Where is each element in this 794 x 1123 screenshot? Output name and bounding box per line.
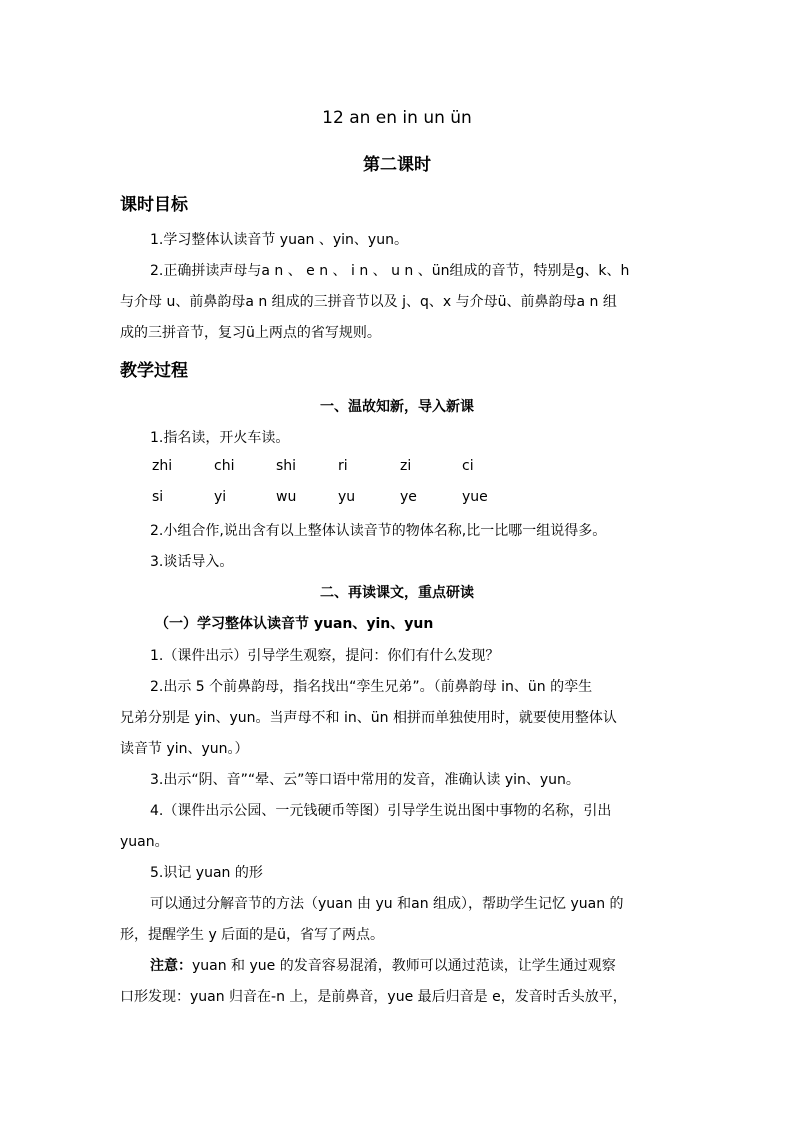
note-line-1	[150, 955, 616, 975]
syllable: zi	[400, 458, 412, 474]
section-1-heading: 一、温故知新，导入新课	[320, 399, 474, 415]
syllable: chi	[214, 458, 235, 474]
syllable: shi	[276, 458, 297, 474]
section-1-item-2: 2.小组合作,说出含有以上整体认读音节的物体名称,比一比哪一组说得多。	[150, 523, 607, 539]
goal-item-2-line-3: 成的三拼音节，复习ü上两点的省写规则。	[120, 325, 381, 341]
syllable: yu	[338, 489, 356, 505]
section-1-item-1: 1.指名读，开火车读。	[150, 430, 290, 446]
note-text: yuan 和 yue 的发音容易混淆，教师可以通过范读，让学生通过观察	[192, 958, 616, 974]
paragraph-2-line-2: 兄弟分别是 yin、yun。当声母不和 in、ün 相拼而单独使用时，就要使用整体认	[120, 710, 617, 726]
note-label: 注意：	[150, 958, 192, 974]
goals-heading: 课时目标	[120, 195, 188, 215]
syllable: ye	[400, 489, 417, 505]
syllable: si	[152, 489, 164, 505]
goal-item-2-line-2: 与介母 u、前鼻韵母a n 组成的三拼音节以及 j、q、x 与介母ü、前鼻韵母a n 组	[120, 294, 617, 310]
paragraph-1: 1.（课件出示）引导学生观察，提问：你们有什么发现？	[150, 648, 500, 664]
subsection-1-heading: （一）学习整体认读音节 yuan、yin、yun	[155, 616, 434, 632]
paragraph-3: 3.出示“阴、音”“晕、云”等口语中常用的发音，准确认读 yin、yun。	[150, 772, 580, 788]
paragraph-2-line-1: 2.出示 5 个前鼻韵母，指名找出“孪生兄弟”。（前鼻韵母 in、ün 的孪生	[150, 679, 593, 695]
syllable: yue	[462, 489, 488, 505]
lesson-title: 12 an en in un ün	[322, 108, 472, 128]
syllable: ri	[338, 458, 348, 474]
syllable: zhi	[152, 458, 173, 474]
goal-item-1: 1.学习整体认读音节 yuan 、yin、yun。	[150, 232, 408, 248]
syllable: wu	[276, 489, 297, 505]
paragraph-4-line-2: yuan。	[120, 834, 169, 850]
lesson-subtitle: 第二课时	[363, 155, 431, 175]
paragraph-2-line-3: 读音节 yin、yun。）	[120, 741, 249, 757]
paragraph-4-line-1: 4.（课件出示公园、一元钱硬币等图）引导学生说出图中事物的名称，引出	[150, 803, 612, 819]
paragraph-6-line-2: 形，提醒学生 y 后面的是ü，省写了两点。	[120, 927, 385, 943]
note-line-2: 口形发现：yuan 归音在-n 上，是前鼻音，yue 最后归音是 e，发音时舌头放平，	[120, 989, 627, 1005]
syllable: yi	[214, 489, 227, 505]
syllable-row-1	[152, 458, 524, 474]
paragraph-5: 5.识记 yuan 的形	[150, 865, 263, 881]
syllable-row-2	[152, 489, 524, 505]
section-2-heading: 二、再读课文，重点研读	[320, 585, 474, 601]
goal-item-2-line-1: 2.正确拼读声母与a n 、 e n 、 i n 、 u n 、ün组成的音节，特别是g、k、h	[150, 263, 630, 279]
section-1-item-3: 3.谈话导入。	[150, 554, 234, 570]
paragraph-6-line-1: 可以通过分解音节的方法（yuan 由 yu 和an 组成），帮助学生记忆 yuan 的	[150, 896, 624, 912]
process-heading: 教学过程	[120, 361, 188, 381]
syllable: ci	[462, 458, 474, 474]
